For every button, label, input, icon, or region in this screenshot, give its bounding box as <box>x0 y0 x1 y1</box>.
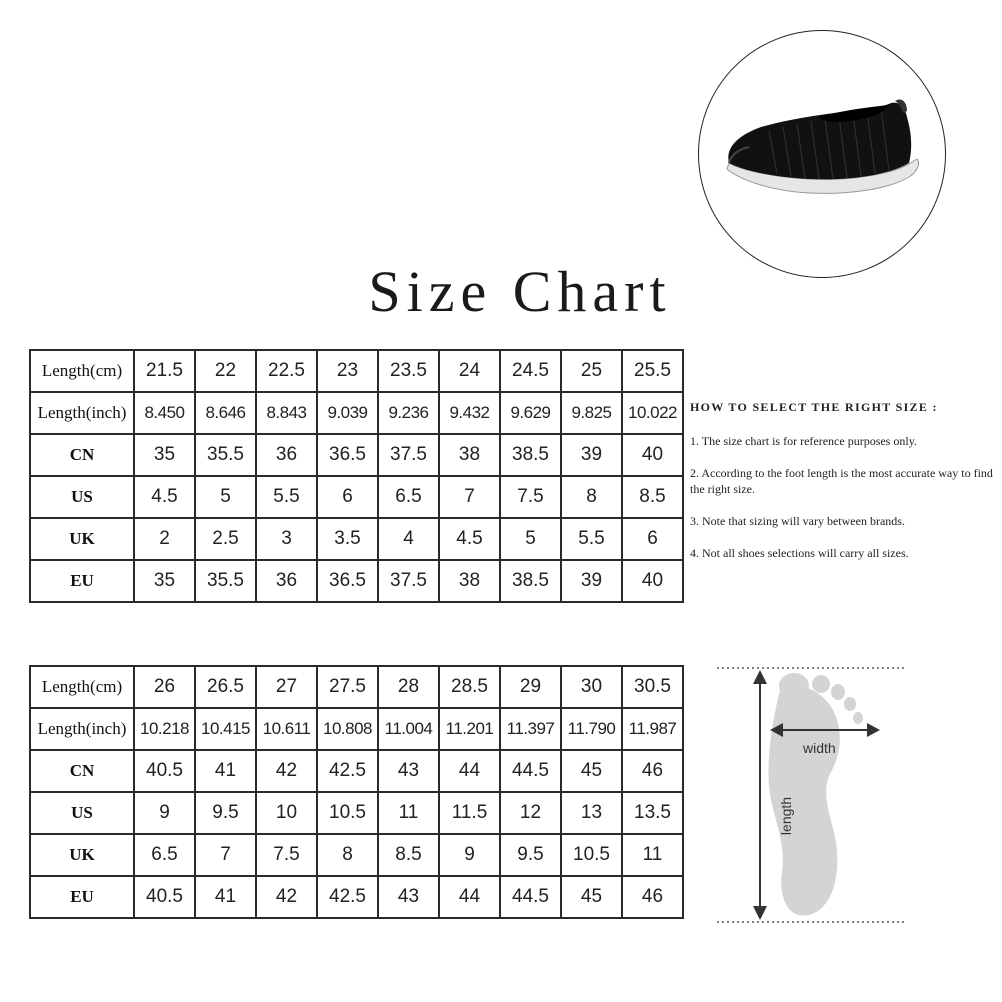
guide-item: 1. The size chart is for reference purposes only. <box>690 434 917 448</box>
table-cell: 30 <box>561 666 622 708</box>
table-cell: 4.5 <box>134 476 195 518</box>
table-cell: 11.201 <box>439 708 500 750</box>
table-cell: 40 <box>622 560 683 602</box>
guide-item: 4. Not all shoes selections will carry all sizes. <box>690 546 909 560</box>
table-cell: 35.5 <box>195 560 256 602</box>
row-label: US <box>30 476 134 518</box>
table-cell: 7 <box>439 476 500 518</box>
table-row <box>30 792 683 834</box>
table-cell: 40 <box>622 434 683 476</box>
row-label: EU <box>30 876 134 918</box>
table-cell: 26.5 <box>195 666 256 708</box>
table-cell: 36 <box>256 434 317 476</box>
table-cell: 6 <box>622 518 683 560</box>
table-cell: 11 <box>378 792 439 834</box>
table-cell: 8.5 <box>622 476 683 518</box>
table-cell: 3 <box>256 518 317 560</box>
table-cell: 24 <box>439 350 500 392</box>
table-cell: 28.5 <box>439 666 500 708</box>
table-cell: 11.790 <box>561 708 622 750</box>
table-cell: 8.843 <box>256 392 317 434</box>
table-cell: 9.432 <box>439 392 500 434</box>
table-cell: 10.218 <box>134 708 195 750</box>
row-label: Length(inch) <box>30 392 134 434</box>
table-cell: 13.5 <box>622 792 683 834</box>
table-cell: 41 <box>195 876 256 918</box>
table-cell: 45 <box>561 876 622 918</box>
table-cell: 38 <box>439 560 500 602</box>
table-cell: 9.629 <box>500 392 561 434</box>
table-cell: 10.808 <box>317 708 378 750</box>
table-cell: 37.5 <box>378 560 439 602</box>
table-cell: 11 <box>622 834 683 876</box>
table-cell: 10.022 <box>622 392 683 434</box>
table-cell: 38 <box>439 434 500 476</box>
table-cell: 7.5 <box>256 834 317 876</box>
table-cell: 8.646 <box>195 392 256 434</box>
table-cell: 6 <box>317 476 378 518</box>
table-cell: 2 <box>134 518 195 560</box>
table-cell: 5.5 <box>256 476 317 518</box>
table-cell: 22.5 <box>256 350 317 392</box>
table-cell: 37.5 <box>378 434 439 476</box>
table-cell: 46 <box>622 750 683 792</box>
row-label: UK <box>30 834 134 876</box>
table-cell: 13 <box>561 792 622 834</box>
table-cell: 7.5 <box>500 476 561 518</box>
table-row <box>30 476 683 518</box>
table-cell: 6.5 <box>134 834 195 876</box>
table-cell: 8.450 <box>134 392 195 434</box>
row-label: EU <box>30 560 134 602</box>
guide-item: 3. Note that sizing will vary between brands. <box>690 514 905 528</box>
table-cell: 7 <box>195 834 256 876</box>
table-cell: 9.5 <box>500 834 561 876</box>
table-cell: 27 <box>256 666 317 708</box>
table-cell: 24.5 <box>500 350 561 392</box>
table-cell: 4 <box>378 518 439 560</box>
table-cell: 25.5 <box>622 350 683 392</box>
table-row <box>30 392 683 434</box>
table-cell: 21.5 <box>134 350 195 392</box>
table-cell: 9.039 <box>317 392 378 434</box>
table-cell: 11.397 <box>500 708 561 750</box>
guide-heading: HOW TO SELECT THE RIGHT SIZE : <box>690 400 938 414</box>
table-row <box>30 834 683 876</box>
foot-outline-icon <box>712 660 912 930</box>
table-cell: 11.5 <box>439 792 500 834</box>
table-cell: 11.004 <box>378 708 439 750</box>
table-cell: 39 <box>561 434 622 476</box>
table-cell: 5.5 <box>561 518 622 560</box>
row-label: CN <box>30 750 134 792</box>
table-cell: 3.5 <box>317 518 378 560</box>
table-cell: 10.415 <box>195 708 256 750</box>
table-cell: 38.5 <box>500 560 561 602</box>
table-cell: 29 <box>500 666 561 708</box>
table-cell: 23.5 <box>378 350 439 392</box>
table-cell: 30.5 <box>622 666 683 708</box>
table-cell: 10.5 <box>561 834 622 876</box>
table-cell: 36.5 <box>317 434 378 476</box>
table-row <box>30 518 683 560</box>
table-cell: 9 <box>439 834 500 876</box>
table-cell: 35 <box>134 434 195 476</box>
table-row <box>30 876 683 918</box>
table-cell: 8 <box>317 834 378 876</box>
table-row <box>30 666 683 708</box>
table-cell: 35.5 <box>195 434 256 476</box>
row-label: UK <box>30 518 134 560</box>
table-cell: 36.5 <box>317 560 378 602</box>
table-cell: 9 <box>134 792 195 834</box>
guide-item: 2. According to the foot length is the most accurate way to find the right size. <box>690 466 993 496</box>
table-cell: 8.5 <box>378 834 439 876</box>
length-label: length <box>778 796 795 836</box>
table-row <box>30 708 683 750</box>
row-label: CN <box>30 434 134 476</box>
width-label: width <box>803 740 836 756</box>
table-cell: 36 <box>256 560 317 602</box>
table-cell: 5 <box>500 518 561 560</box>
table-row <box>30 434 683 476</box>
table-cell: 8 <box>561 476 622 518</box>
product-image-frame <box>698 30 946 278</box>
table-cell: 12 <box>500 792 561 834</box>
table-cell: 42 <box>256 750 317 792</box>
table-cell: 10 <box>256 792 317 834</box>
table-cell: 41 <box>195 750 256 792</box>
table-cell: 26 <box>134 666 195 708</box>
table-cell: 10.611 <box>256 708 317 750</box>
table-cell: 4.5 <box>439 518 500 560</box>
table-cell: 9.236 <box>378 392 439 434</box>
table-cell: 6.5 <box>378 476 439 518</box>
table-row <box>30 350 683 392</box>
size-table-top <box>29 349 684 603</box>
table-row <box>30 560 683 602</box>
table-cell: 28 <box>378 666 439 708</box>
table-cell: 44.5 <box>500 750 561 792</box>
size-table-bottom <box>29 665 684 919</box>
table-cell: 42.5 <box>317 750 378 792</box>
table-cell: 27.5 <box>317 666 378 708</box>
size-guide <box>690 400 995 577</box>
table-cell: 11.987 <box>622 708 683 750</box>
table-cell: 44 <box>439 750 500 792</box>
table-cell: 46 <box>622 876 683 918</box>
table-cell: 39 <box>561 560 622 602</box>
table-cell: 44.5 <box>500 876 561 918</box>
table-cell: 35 <box>134 560 195 602</box>
table-cell: 45 <box>561 750 622 792</box>
page-title: Size Chart <box>368 259 672 324</box>
table-cell: 5 <box>195 476 256 518</box>
row-label: Length(cm) <box>30 666 134 708</box>
table-row <box>30 750 683 792</box>
table-cell: 9.825 <box>561 392 622 434</box>
table-cell: 40.5 <box>134 876 195 918</box>
table-cell: 23 <box>317 350 378 392</box>
table-cell: 42 <box>256 876 317 918</box>
row-label: Length(inch) <box>30 708 134 750</box>
table-cell: 9.5 <box>195 792 256 834</box>
table-cell: 2.5 <box>195 518 256 560</box>
table-cell: 43 <box>378 750 439 792</box>
row-label: US <box>30 792 134 834</box>
black-slip-on-sneaker-icon <box>699 31 947 279</box>
table-cell: 22 <box>195 350 256 392</box>
table-cell: 44 <box>439 876 500 918</box>
table-cell: 42.5 <box>317 876 378 918</box>
table-cell: 38.5 <box>500 434 561 476</box>
table-cell: 43 <box>378 876 439 918</box>
table-cell: 25 <box>561 350 622 392</box>
table-cell: 10.5 <box>317 792 378 834</box>
row-label: Length(cm) <box>30 350 134 392</box>
table-cell: 40.5 <box>134 750 195 792</box>
